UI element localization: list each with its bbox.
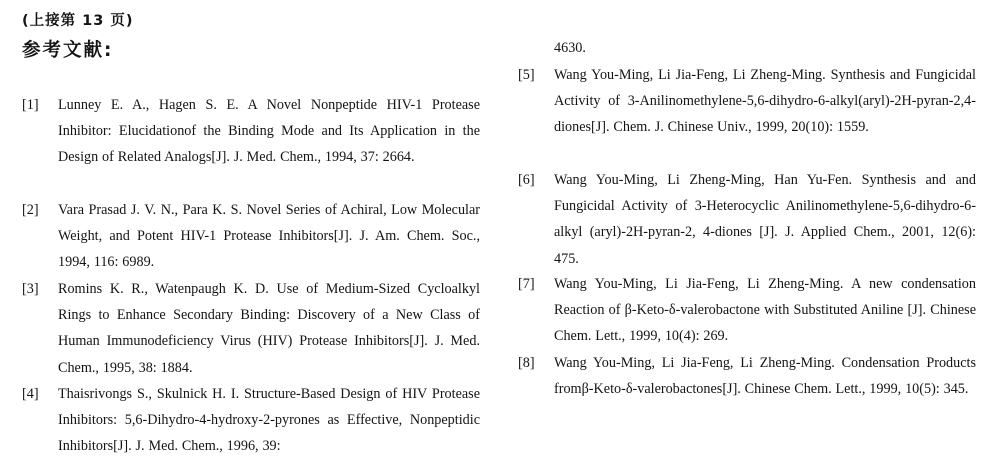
reference-item [518,62,976,141]
reference-number: [3] [22,281,39,297]
references-heading: 参考文献: [22,40,114,61]
continued-from-note: (上接第 13 页) [22,13,134,29]
reference-text: Vara Prasad J. V. N., Para K. S. Novel Series of Achiral, Low Molecular Weight, and Potent HIV-1 Protease Inhibitors[J]. J. Am. Chem. Soc., 1994, 116: 6989. [58,202,480,271]
reference-item [22,276,480,381]
reference-item [22,92,480,171]
reference-number: [7] [518,276,535,292]
reference-item [22,381,480,460]
reference-text: Wang You-Ming, Li Jia-Feng, Li Zheng-Ming. Synthesis and Fungicidal Activity of 3-Anilinomethylene-5,6-dihydro-6-alkyl(aryl)-2H-pyran-2,4-diones[J]. Chem. J. Chinese Univ., 1999, 20(10): 1559. [554,67,976,136]
reference-text: Wang You-Ming, Li Zheng-Ming, Han Yu-Fen. Synthesis and and Fungicidal Activity of 3-Heterocyclic Anilinomethylene-5,6-dihydro-6-alkyl (aryl)-2H-pyran-2, 4-diones [J]. J. Applied Chem., 2001, 12(6): 475. [554,172,976,267]
reference-item [518,350,976,402]
reference-text: Wang You-Ming, Li Jia-Feng, Li Zheng-Ming. Condensation Products fromβ-Keto-δ-valerobactones[J]. Chinese Chem. Lett., 1999, 10(5): 345. [554,355,976,398]
reference-item [518,271,976,350]
reference-text: Wang You-Ming, Li Jia-Feng, Li Zheng-Ming. A new condensation Reaction of β-Keto-δ-valerobactone with Substituted Aniline [J]. Chinese Chem. Lett., 1999, 10(4): 269. [554,276,976,345]
reference-item [22,197,480,276]
continued-reference-tail: 4630. [554,40,586,56]
reference-number: [6] [518,172,535,188]
reference-number: [5] [518,67,535,83]
reference-text: Thaisrivongs S., Skulnick H. I. Structure-Based Design of HIV Protease Inhibitors: 5,6-Dihydro-4-hydroxy-2-pyrones as Effective, Nonpeptidic Inhibitors[J]. J. Med. Chem., 1996, 39: [58,386,480,455]
reference-number: [8] [518,355,535,371]
reference-text: Romins K. R., Watenpaugh K. D. Use of Medium-Sized Cycloalkyl Rings to Enhance Secondary Binding: Discovery of a New Class of Human Immunodeficiency Virus (HIV) Protease Inhibitors[J]. J. Med. Chem., 1995, 38: 1884. [58,281,480,376]
reference-number: [1] [22,97,39,113]
reference-text: Lunney E. A., Hagen S. E. A Novel Nonpeptide HIV-1 Protease Inhibitor: Elucidationof the Binding Mode and Its Application in the Design of Related Analogs[J]. J. Med. Chem., 1994, 37: 2664. [58,97,480,166]
reference-number: [2] [22,202,39,218]
reference-item [518,167,976,272]
reference-number: [4] [22,386,39,402]
